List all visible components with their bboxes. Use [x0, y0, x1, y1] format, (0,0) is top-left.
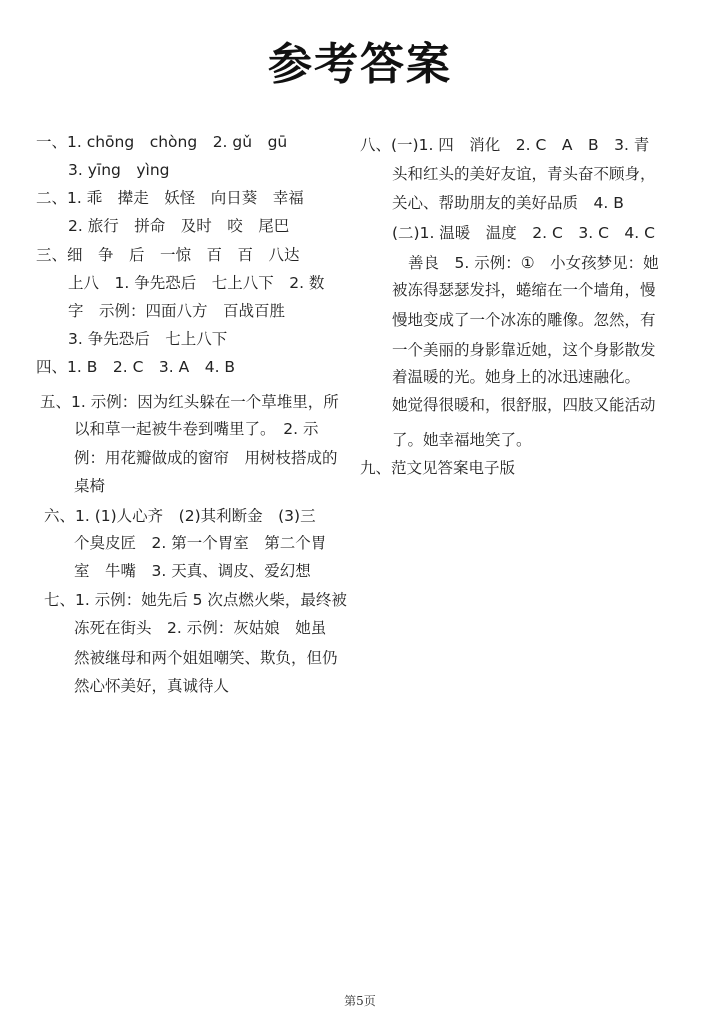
answer-line: 室 牛嘴 3. 天真、调皮、爱幻想 [74, 562, 311, 580]
answer-line: 了。她幸福地笑了。 [392, 431, 532, 449]
answer-line: (二)1. 温暖 温度 2. C 3. C 4. C [392, 224, 655, 242]
answer-line: 着温暖的光。她身上的冰迅速融化。 [392, 368, 641, 386]
answer-line: 一、1. chōng chòng 2. gǔ gū [36, 133, 288, 151]
answer-line: 3. 争先恐后 七上八下 [68, 330, 228, 348]
answer-line: 善良 5. 示例：① 小女孩梦见：她 [408, 254, 659, 272]
answer-line: 例：用花瓣做成的窗帘 用树枝搭成的 [74, 449, 338, 467]
answer-line: 五、1. 示例：因为红头躲在一个草堆里，所 [40, 393, 339, 411]
answer-line: 慢地变成了一个冰冻的雕像。忽然，有 [392, 311, 656, 329]
page-title: 参考答案 [268, 39, 452, 90]
answer-line: 四、1. B 2. C 3. A 4. B [36, 358, 236, 376]
answer-line: 以和草一起被牛卷到嘴里了。 2. 示 [74, 420, 319, 438]
answer-line: 被冻得瑟瑟发抖，蜷缩在一个墙角，慢 [392, 281, 656, 299]
answer-line: 2. 旅行 拼命 及时 咬 尾巴 [68, 217, 290, 235]
answer-line: 二、1. 乖 撵走 妖怪 向日葵 幸福 [36, 189, 304, 207]
answer-line: 三、细 争 后 一惊 百 百 八达 [36, 246, 300, 264]
answer-line: 头和红头的美好友谊，青头奋不顾身， [392, 165, 656, 183]
answer-line: 然被继母和两个姐姐嘲笑、欺负，但仍 [74, 649, 338, 667]
answer-line: 七、1. 示例：她先后 5 次点燃火柴，最终被 [44, 591, 347, 609]
answer-line: 然心怀美好，真诚待人 [74, 677, 230, 695]
answer-line: 桌椅 [74, 477, 106, 495]
answer-line: 关心、帮助朋友的美好品质 4. B [392, 194, 624, 212]
answer-line: 六、1. (1)人心齐 (2)其利断金 (3)三 [44, 507, 316, 525]
answer-line: 字 示例：四面八方 百战百胜 [68, 302, 286, 320]
answer-line: 她觉得很暖和，很舒服，四肢又能活动 [392, 396, 656, 414]
answer-line: 八、(一)1. 四 消化 2. C A B 3. 青 [360, 136, 650, 154]
answer-line: 冻死在街头 2. 示例：灰姑娘 她虽 [74, 619, 327, 637]
answer-line: 九、范文见答案电子版 [360, 459, 516, 477]
answer-line: 一个美丽的身影靠近她，这个身影散发 [392, 341, 656, 359]
answer-line: 个臭皮匠 2. 第一个胃室 第二个胃 [74, 534, 327, 552]
answer-line: 上八 1. 争先恐后 七上八下 2. 数 [68, 274, 325, 292]
answer-line: 3. yīng yìng [68, 161, 170, 179]
page-number: 第5页 [344, 994, 376, 1008]
